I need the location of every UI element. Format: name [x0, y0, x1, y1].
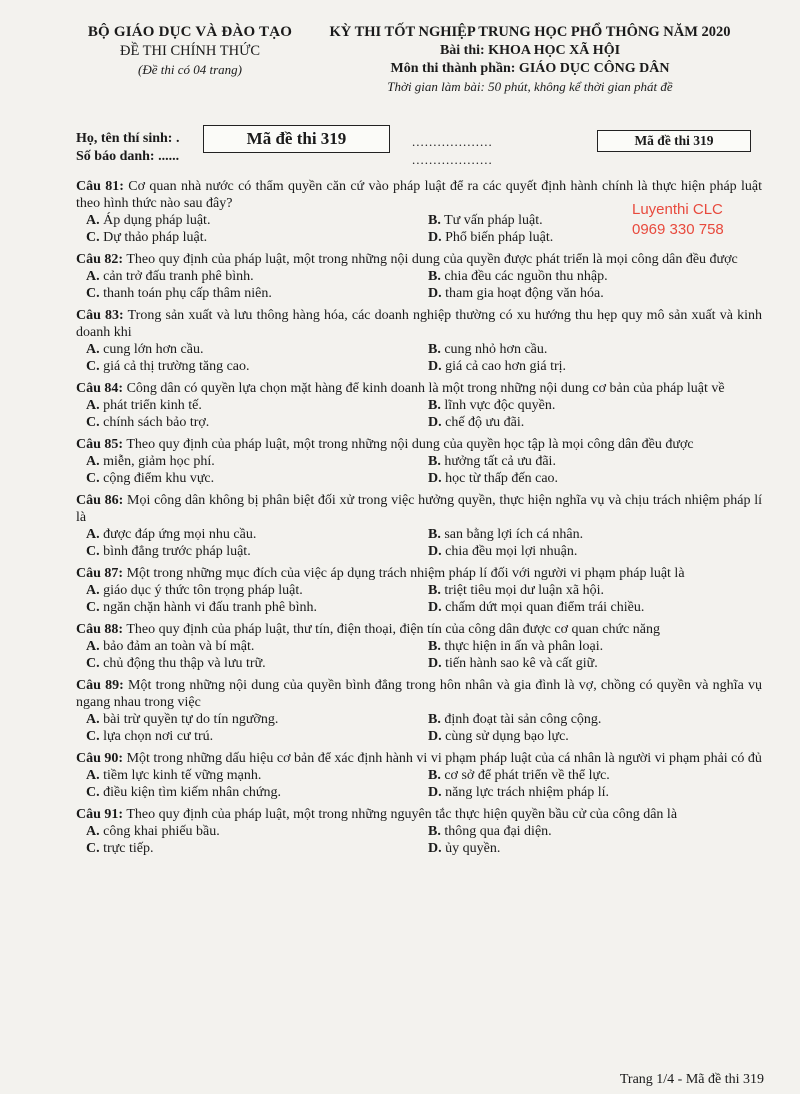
answer-option [76, 638, 418, 655]
question-stem [76, 251, 762, 268]
option-letter: A. [86, 824, 100, 839]
question-text: Theo quy định của pháp luật, một trong những nguyên tắc thực hiện quyền bầu cử của công dân là [126, 807, 678, 822]
exam-title: KỲ THI TỐT NGHIỆP TRUNG HỌC PHỔ THÔNG NĂM 2020 [329, 24, 731, 40]
question-item [76, 750, 762, 801]
option-letter: C. [86, 544, 100, 559]
option-text: Tư vấn pháp luật. [444, 213, 543, 228]
question-number: Câu 90: [76, 751, 124, 766]
question-number: Câu 81: [76, 179, 124, 194]
option-letter: B. [428, 342, 441, 357]
option-letter: D. [428, 729, 442, 744]
option-letter: C. [86, 359, 100, 374]
question-list [76, 178, 762, 862]
option-letter: A. [86, 639, 100, 654]
options-grid [76, 582, 762, 616]
answer-option [76, 823, 418, 840]
options-grid [76, 453, 762, 487]
answer-option [418, 397, 760, 414]
question-stem [76, 380, 762, 397]
answer-option [418, 229, 760, 246]
answer-option [76, 543, 418, 560]
option-text: công khai phiếu bầu. [103, 824, 220, 839]
option-letter: C. [86, 471, 100, 486]
question-stem [76, 750, 762, 767]
option-letter: B. [428, 269, 441, 284]
option-letter: C. [86, 286, 100, 301]
option-text: thông qua đại diện. [444, 824, 552, 839]
option-text: chấm dứt mọi quan điểm trái chiều. [445, 600, 645, 615]
option-text: cùng sử dụng bạo lực. [445, 729, 569, 744]
answer-option [76, 453, 418, 470]
answer-option [76, 358, 418, 375]
question-number: Câu 86: [76, 493, 124, 508]
answer-option [418, 470, 760, 487]
question-stem [76, 677, 762, 711]
option-text: cơ sở để phát triển về thể lực. [444, 768, 610, 783]
answer-option [76, 212, 418, 229]
answer-option [418, 784, 760, 801]
candidate-info [76, 130, 179, 166]
question-item [76, 621, 762, 672]
answer-option [418, 767, 760, 784]
question-item [76, 178, 762, 246]
option-text: bài trừ quyền tự do tín ngưỡng. [103, 712, 279, 727]
answer-option [76, 711, 418, 728]
option-text: chia đều mọi lợi nhuận. [445, 544, 578, 559]
option-text: giá cả thị trường tăng cao. [103, 359, 250, 374]
answer-option [418, 655, 760, 672]
official-label: ĐỀ THI CHÍNH THỨC [119, 43, 260, 59]
question-text: Theo quy định của pháp luật, một trong những nội dung của quyền được phát triển là mọi công dân đều được [126, 252, 738, 267]
option-text: Dự thảo pháp luật. [103, 230, 208, 245]
option-text: điều kiện tìm kiếm nhân chứng. [103, 785, 282, 800]
answer-option [418, 599, 760, 616]
question-stem [76, 806, 762, 823]
answer-option [76, 526, 418, 543]
option-text: Áp dụng pháp luật. [103, 213, 211, 228]
answer-option [76, 397, 418, 414]
candidate-id-label: Số báo danh: ...... [76, 149, 180, 164]
option-letter: A. [86, 583, 100, 598]
question-item [76, 436, 762, 487]
options-grid [76, 341, 762, 375]
question-text: Mọi công dân không bị phân biệt đối xử trong việc hưởng quyền, thực hiện nghĩa vụ và chịu trách nhiệm pháp lí là [76, 493, 762, 525]
question-item [76, 380, 762, 431]
pages-note: (Đề thi có 04 trang) [138, 62, 242, 77]
answer-option [418, 711, 760, 728]
option-letter: A. [86, 712, 100, 727]
answer-option [76, 767, 418, 784]
options-grid [76, 397, 762, 431]
question-text: Công dân có quyền lựa chọn mặt hàng để kinh doanh là một trong những nội dung cơ bản của pháp luật về [126, 381, 725, 396]
time-note: Thời gian làm bài: 50 phút, không kể thời gian phát đề [387, 79, 673, 94]
header-left [70, 24, 310, 78]
option-text: ngăn chặn hành vi đấu tranh phê bình. [103, 600, 317, 615]
question-stem [76, 621, 762, 638]
option-letter: D. [428, 600, 442, 615]
options-grid [76, 823, 762, 857]
answer-option [418, 212, 760, 229]
option-text: chia đều các nguồn thu nhập. [444, 269, 608, 284]
options-grid [76, 212, 762, 246]
question-item [76, 677, 762, 745]
option-letter: A. [86, 398, 100, 413]
answer-option [418, 285, 760, 302]
option-letter: C. [86, 415, 100, 430]
option-letter: B. [428, 398, 441, 413]
answer-option [76, 655, 418, 672]
answer-option [418, 414, 760, 431]
answer-option [76, 229, 418, 246]
option-text: lựa chọn nơi cư trú. [103, 729, 214, 744]
option-letter: D. [428, 286, 442, 301]
option-text: năng lực trách nhiệm pháp lí. [445, 785, 609, 800]
answer-option [418, 823, 760, 840]
question-stem [76, 565, 762, 582]
option-letter: C. [86, 230, 100, 245]
answer-option [418, 543, 760, 560]
question-text: Theo quy định của pháp luật, thư tín, điện thoại, điện tín của công dân được cơ quan chức năng [126, 622, 660, 637]
option-text: định đoạt tài sản công cộng. [444, 712, 602, 727]
option-letter: B. [428, 583, 441, 598]
ministry-name: BỘ GIÁO DỤC VÀ ĐÀO TẠO [87, 24, 293, 40]
option-letter: D. [428, 359, 442, 374]
candidate-name-label: Họ, tên thí sinh: . [76, 131, 180, 146]
answer-option [418, 728, 760, 745]
option-text: phát triển kinh tế. [103, 398, 202, 413]
answer-option [76, 341, 418, 358]
option-text: miễn, giảm học phí. [103, 454, 215, 469]
options-grid [76, 767, 762, 801]
option-letter: C. [86, 656, 100, 671]
option-letter: B. [428, 213, 441, 228]
option-letter: A. [86, 768, 100, 783]
option-text: triệt tiêu mọi dư luận xã hội. [444, 583, 604, 598]
option-text: thực hiện in ấn và phân loại. [444, 639, 604, 654]
question-number: Câu 91: [76, 807, 124, 822]
test-name: Bài thi: KHOA HỌC XÃ HỘI [439, 43, 621, 58]
question-item [76, 492, 762, 560]
question-stem [76, 307, 762, 341]
question-text: Trong sản xuất và lưu thông hàng hóa, các doanh nghiệp thường có xu hướng thu hẹp quy mô sản xuất và kinh doanh khi [76, 308, 762, 340]
option-text: được đáp ứng mọi nhu cầu. [103, 527, 257, 542]
option-text: giáo dục ý thức tôn trọng pháp luật. [103, 583, 303, 598]
option-text: trực tiếp. [103, 841, 154, 856]
option-letter: D. [428, 471, 442, 486]
dots-line-2: ................... [412, 152, 493, 167]
option-letter: B. [428, 527, 441, 542]
option-letter: D. [428, 415, 442, 430]
question-stem [76, 436, 762, 453]
options-grid [76, 638, 762, 672]
question-number: Câu 89: [76, 678, 124, 693]
answer-option [418, 638, 760, 655]
option-text: bình đẳng trước pháp luật. [103, 544, 251, 559]
option-text: cung nhỏ hơn cầu. [444, 342, 548, 357]
option-text: chủ động thu thập và lưu trữ. [103, 656, 266, 671]
question-item [76, 307, 762, 375]
answer-option [418, 840, 760, 857]
question-text: Theo quy định của pháp luật, một trong những nội dung của quyền học tập là mọi công dân đều được [126, 437, 694, 452]
option-letter: A. [86, 454, 100, 469]
option-text: cản trở đấu tranh phê bình. [103, 269, 254, 284]
option-text: thanh toán phụ cấp thâm niên. [103, 286, 272, 301]
question-item [76, 565, 762, 616]
option-text: chế độ ưu đãi. [445, 415, 525, 430]
answer-option [76, 728, 418, 745]
option-letter: D. [428, 544, 442, 559]
answer-option [418, 582, 760, 599]
option-text: tham gia hoạt động văn hóa. [445, 286, 604, 301]
question-stem [76, 178, 762, 212]
answer-option [418, 341, 760, 358]
option-letter: B. [428, 824, 441, 839]
watermark-line1: Luyenthi CLC [632, 201, 723, 218]
header-right [300, 24, 760, 95]
option-letter: D. [428, 785, 442, 800]
option-letter: D. [428, 841, 442, 856]
question-text: Một trong những dấu hiệu cơ bản để xác định hành vi vi phạm pháp luật của cá nhân là người vi phạm phải có đủ [126, 751, 762, 766]
component-name: Môn thi thành phần: GIÁO DỤC CÔNG DÂN [390, 61, 670, 76]
option-text: bảo đảm an toàn và bí mật. [103, 639, 255, 654]
option-letter: A. [86, 342, 100, 357]
option-text: cung lớn hơn cầu. [103, 342, 204, 357]
option-text: cộng điểm khu vực. [103, 471, 215, 486]
option-text: san bằng lợi ích cá nhân. [444, 527, 584, 542]
option-text: hưởng tất cả ưu đãi. [444, 454, 556, 469]
option-text: học từ thấp đến cao. [445, 471, 559, 486]
option-text: giá cả cao hơn giá trị. [445, 359, 567, 374]
watermark-line2: 0969 330 758 [632, 221, 724, 238]
answer-option [418, 526, 760, 543]
answer-option [76, 470, 418, 487]
option-text: chính sách bảo trợ. [103, 415, 210, 430]
question-number: Câu 82: [76, 252, 124, 267]
answer-option [76, 599, 418, 616]
page-footer: Trang 1/4 - Mã đề thi 319 [619, 1072, 764, 1087]
question-number: Câu 83: [76, 308, 124, 323]
answer-option [76, 840, 418, 857]
options-grid [76, 711, 762, 745]
options-grid [76, 268, 762, 302]
question-stem [76, 492, 762, 526]
option-letter: D. [428, 656, 442, 671]
dots-line-1: ................... [412, 134, 493, 149]
option-letter: A. [86, 213, 100, 228]
option-text: tiềm lực kinh tế vững mạnh. [103, 768, 262, 783]
option-text: ủy quyền. [445, 841, 501, 856]
option-letter: C. [86, 600, 100, 615]
option-text: Phổ biến pháp luật. [445, 230, 554, 245]
option-letter: B. [428, 768, 441, 783]
answer-option [418, 358, 760, 375]
answer-option [76, 285, 418, 302]
question-number: Câu 88: [76, 622, 124, 637]
option-text: lĩnh vực độc quyền. [444, 398, 556, 413]
answer-option [76, 784, 418, 801]
question-text: Cơ quan nhà nước có thẩm quyền căn cứ vào pháp luật để ra các quyết định hành chính là thực hiện pháp luật theo hình thức nào sau đây? [76, 179, 763, 211]
options-grid [76, 526, 762, 560]
option-text: tiến hành sao kê và cất giữ. [445, 656, 598, 671]
exam-code-box: Mã đề thi 319 [203, 125, 390, 153]
question-item [76, 251, 762, 302]
question-number: Câu 84: [76, 381, 124, 396]
option-letter: C. [86, 729, 100, 744]
question-number: Câu 87: [76, 566, 124, 581]
exam-code-right: Mã đề thi 319 [597, 130, 751, 152]
question-text: Một trong những mục đích của việc áp dụng trách nhiệm pháp lí đối với người vi phạm pháp luật là [126, 566, 685, 581]
question-text: Một trong những nội dung của quyền bình đẳng trong hôn nhân và gia đình là vợ, chồng có quyền và nghĩa vụ ngang nhau trong việc [76, 678, 763, 710]
option-letter: B. [428, 712, 441, 727]
option-letter: A. [86, 269, 100, 284]
question-item [76, 806, 762, 857]
answer-option [76, 582, 418, 599]
answer-option [76, 414, 418, 431]
option-letter: A. [86, 527, 100, 542]
option-letter: C. [86, 841, 100, 856]
option-letter: C. [86, 785, 100, 800]
answer-option [418, 453, 760, 470]
option-letter: D. [428, 230, 442, 245]
answer-option [76, 268, 418, 285]
question-number: Câu 85: [76, 437, 124, 452]
option-letter: B. [428, 454, 441, 469]
option-letter: B. [428, 639, 441, 654]
answer-option [418, 268, 760, 285]
